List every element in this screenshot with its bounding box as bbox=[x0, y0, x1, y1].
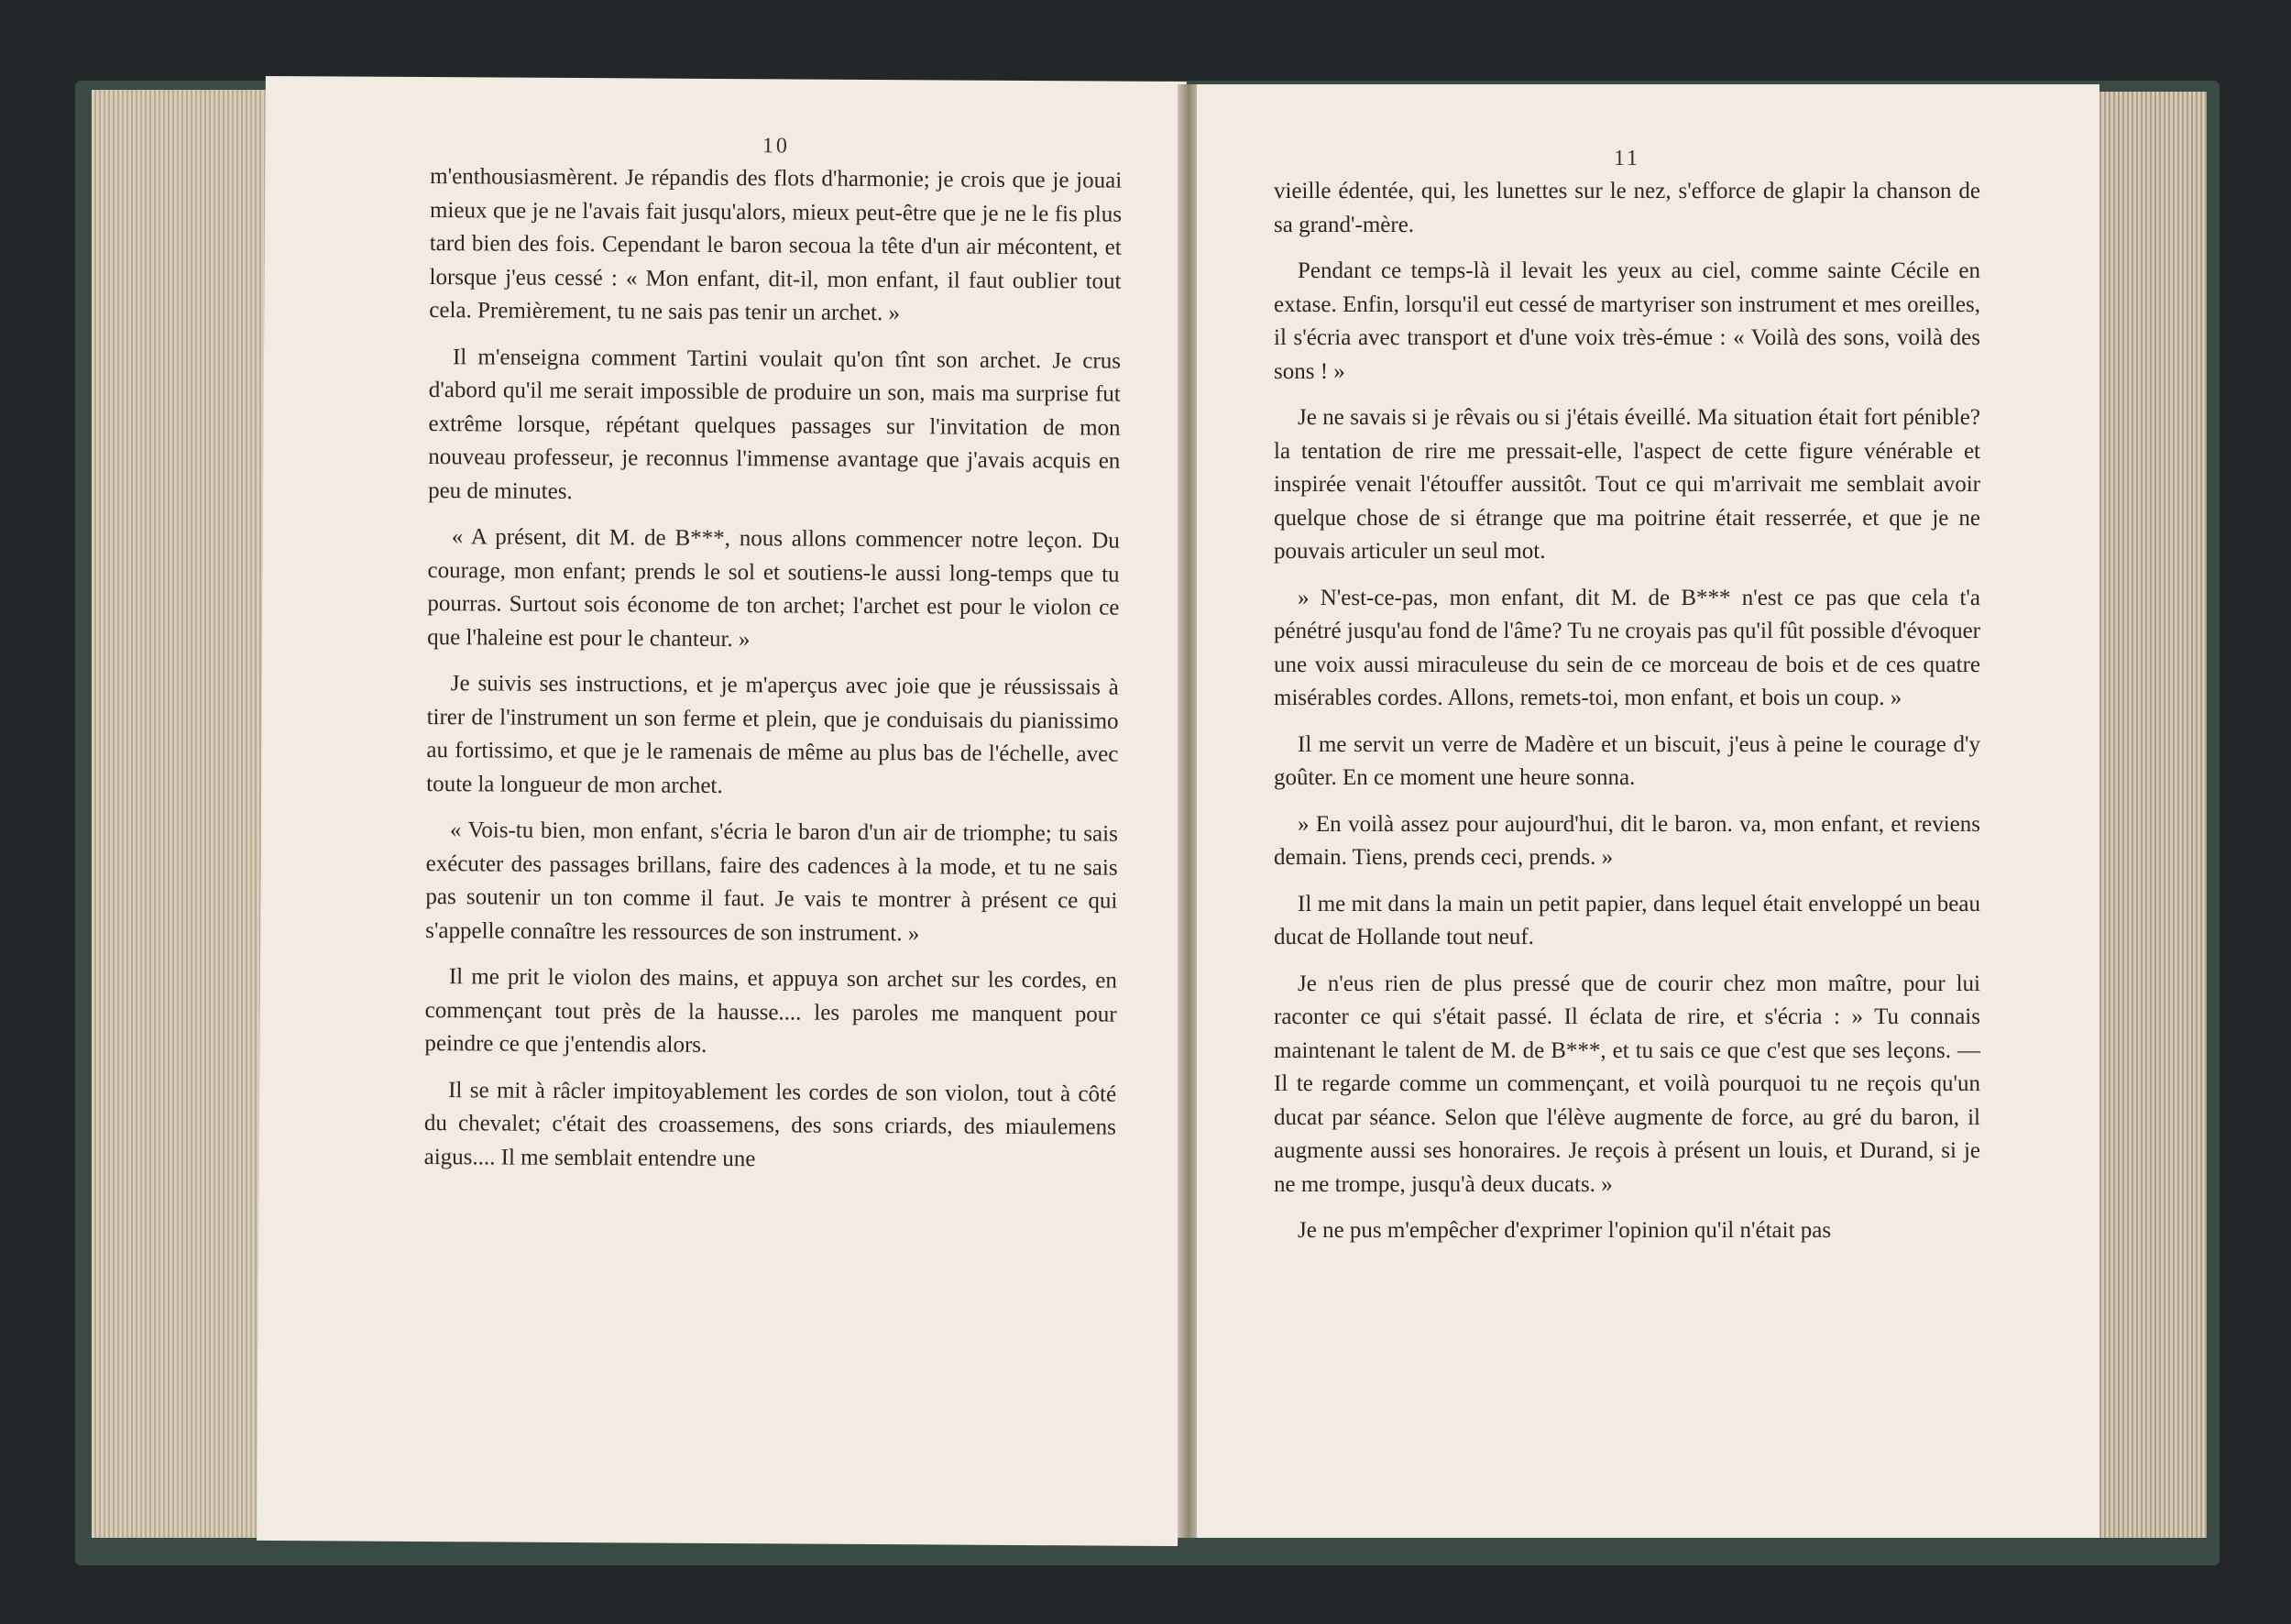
paragraph: « A présent, dit M. de B***, nous allons commencer notre leçon. Du courage, mon enfant; prends le sol et soutiens-le aussi long-temps que tu pourras. Surtout sois économe de ton archet; l'archet est pour le violon ce que l'haleine est pour le chanteur. » bbox=[427, 524, 1120, 652]
paragraph: « Vois-tu bien, mon enfant, s'écria le baron d'un air de triomphe; tu sais exécuter des passages brillans, faire des cadences à la mode, et tu ne sais pas soutenir un ton comme il faut. Je vais te montrer à présent ce qui s'appelle connaître les ressources de son instrument. » bbox=[425, 817, 1118, 946]
left-page bbox=[257, 76, 1187, 1546]
paragraph: Pendant ce temps-là il levait les yeux au ciel, comme sainte Cécile en extase. Enfin, lorsqu'il eut cessé de martyriser son instrument et mes oreilles, il s'écria avec transport et d'une voix très-émue : « Voilà des sons, voilà des sons ! » bbox=[1274, 258, 1980, 384]
paragraph: vieille édentée, qui, les lunettes sur le nez, s'efforce de glapir la chanson de sa grand'-mère. bbox=[1274, 179, 1980, 237]
page-edges-right bbox=[2097, 92, 2207, 1538]
right-page bbox=[1197, 84, 2099, 1538]
page-number: 10 bbox=[762, 134, 791, 159]
paragraph: Il me mit dans la main un petit papier, dans lequel était enveloppé un beau ducat de Hollande tout neuf. bbox=[1274, 891, 1980, 949]
paragraph: Il m'enseigna comment Tartini voulait qu'on tînt son archet. Je crus d'abord qu'il me serait impossible de produire un son, mais ma surprise fut extrême lorsque, répétant quelques passages sur l'invitation de mon nouveau professeur, je reconnus l'immense avantage que j'avais acquis en peu de minutes. bbox=[428, 344, 1122, 504]
paragraph: m'enthousiasmèrent. Je répandis des flots d'harmonie; je crois que je jouai mieux que je ne l'avais fait jusqu'alors, mieux peut-être que je ne le fis plus tard bien des fois. Cependant le baron secoua la tête d'un air mécontent, et lorsque j'eus cessé : « Mon enfant, dit-il, mon enfant, il faut oublier tout cela. Premièrement, tu ne sais pas tenir un archet. » bbox=[429, 164, 1123, 326]
paragraph: » N'est-ce-pas, mon enfant, dit M. de B*** n'est ce pas que cela t'a pénétré jusqu'au fond de l'âme? Tu ne croyais pas qu'il fût possible d'évoquer une voix aussi miraculeuse du sein de ce morceau de bois et de ces quatre misérables cordes. Allons, remets-toi, mon enfant, et bois un coup. » bbox=[1274, 585, 1980, 710]
page-number: 11 bbox=[1613, 147, 1641, 170]
paragraph: Je ne pus m'empêcher d'exprimer l'opinion qu'il n'était pas bbox=[1298, 1218, 1832, 1243]
paragraph: Il me servit un verre de Madère et un biscuit, j'eus à peine le courage d'y goûter. En ce moment une heure sonna. bbox=[1274, 731, 1980, 790]
paragraph: Je suivis ses instructions, et je m'aperçus avec joie que je réussissais à tirer de l'instrument un son ferme et plein, que je conduisais du pianissimo au fortissimo, et que je le ramenais de même au plus bas de l'échelle, avec toute la longueur de mon archet. bbox=[426, 671, 1119, 798]
paragraph: Il me prit le violon des mains, et appuya son archet sur les cordes, en commençant tout près de la hausse.... les paroles me manquent pour peindre ce que j'entendis alors. bbox=[424, 964, 1117, 1058]
paragraph: Je n'eus rien de plus pressé que de courir chez mon maître, pour lui raconter ce qui s'était passé. Il éclata de rire, et s'écria : » Tu connais maintenant le talent de M. de B***, et tu sais ce que c'est que ses leçons. — Il te regarde comme un commençant, et voilà pourquoi tu ne reçois qu'un ducat par séance. Selon que l'élève augmente de force, au gré du baron, il augmente aussi ses honoraires. Je reçois à présent un louis, et Durand, si je ne me trompe, jusqu'à deux ducats. » bbox=[1274, 971, 1980, 1197]
paragraph: Je ne savais si je rêvais ou si j'étais éveillé. Ma situation était fort pénible? la tentation de rire me pressait-elle, l'aspect de cette figure vénérable et inspirée venait l'étouffer aussitôt. Tout ce qui m'arrivait me semblait avoir quelque chose de si étrange que ma poitrine était resserrée, et que je ne pouvais articuler un seul mot. bbox=[1274, 405, 1980, 564]
paragraph: Il se mit à râcler impitoyablement les cordes de son violon, tout à côté du chevalet; c'était des croassemens, des sons criards, des miaulemens aigus.... Il me semblait entendre une bbox=[423, 1077, 1117, 1171]
paragraph: » En voilà assez pour aujourd'hui, dit le baron. va, mon enfant, et reviens demain. Tiens, prends ceci, prends. » bbox=[1274, 811, 1980, 870]
